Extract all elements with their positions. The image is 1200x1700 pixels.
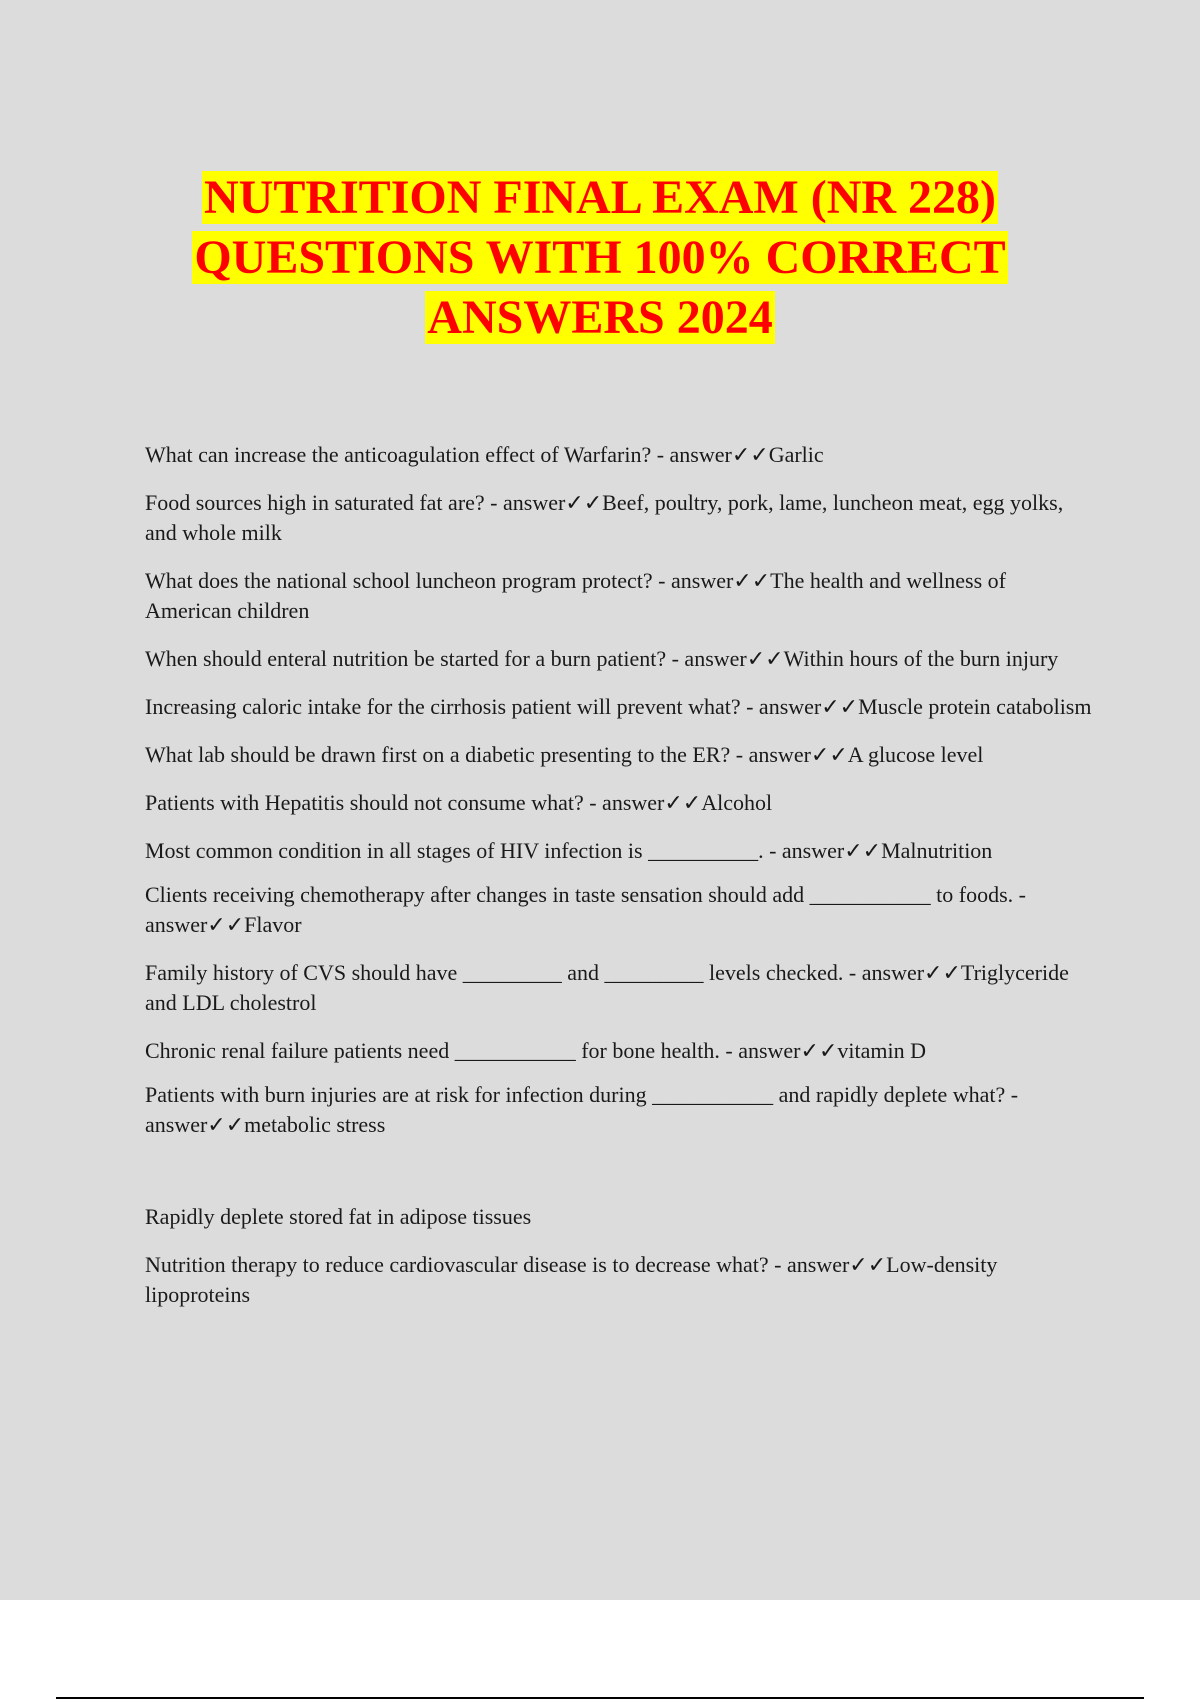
title-line <box>0 168 1200 228</box>
qa-item-4: When should enteral nutrition be started for a burn patient? - answer✓✓Within hours of the burn injury <box>145 646 1059 671</box>
title-line-text: QUESTIONS WITH 100% CORRECT <box>194 231 1006 284</box>
title-line <box>0 228 1200 288</box>
qa-item-8: Most common condition in all stages of HIV infection is __________. - answer✓✓Malnutrition <box>145 838 993 863</box>
qa-item-6: What lab should be drawn first on a diabetic presenting to the ER? - answer✓✓A glucose level <box>145 742 984 767</box>
qa-item-1: What can increase the anticoagulation effect of Warfarin? - answer✓✓Garlic <box>145 442 824 467</box>
title-line <box>0 288 1200 348</box>
title-line-text: ANSWERS 2024 <box>427 291 773 344</box>
qa-item-3: What does the national school luncheon program protect? - answer✓✓The health and wellness of American children <box>145 568 1006 623</box>
title-line-text: NUTRITION FINAL EXAM (NR 228) <box>203 171 997 224</box>
qa-item-11: Chronic renal failure patients need ___________ for bone health. - answer✓✓vitamin D <box>145 1038 926 1063</box>
qa-item-7: Patients with Hepatitis should not consume what? - answer✓✓Alcohol <box>145 790 773 815</box>
qa-item-2: Food sources high in saturated fat are? - answer✓✓Beef, poultry, pork, lame, luncheon meat, egg yolks, and whole milk <box>145 490 1064 545</box>
qa-item-12: Patients with burn injuries are at risk for infection during ___________ and rapidly deplete what? - answer✓✓metabolic stress <box>145 1082 1019 1137</box>
qa-item-10: Family history of CVS should have _________ and _________ levels checked. - answer✓✓Triglyceride and LDL cholestrol <box>145 960 1069 1015</box>
document-title <box>0 168 1200 348</box>
qa-item-5: Increasing caloric intake for the cirrhosis patient will prevent what? - answer✓✓Muscle protein catabolism <box>145 694 1092 719</box>
question-answer-list <box>145 440 1095 1328</box>
qa-item-14: Nutrition therapy to reduce cardiovascular disease is to decrease what? - answer✓✓Low-density lipoproteins <box>145 1252 998 1307</box>
footer-divider <box>56 1697 1144 1699</box>
qa-item-13: Rapidly deplete stored fat in adipose tissues <box>145 1204 532 1229</box>
qa-item-9: Clients receiving chemotherapy after changes in taste sensation should add ___________ to foods. - answer✓✓Flavor <box>145 882 1027 937</box>
